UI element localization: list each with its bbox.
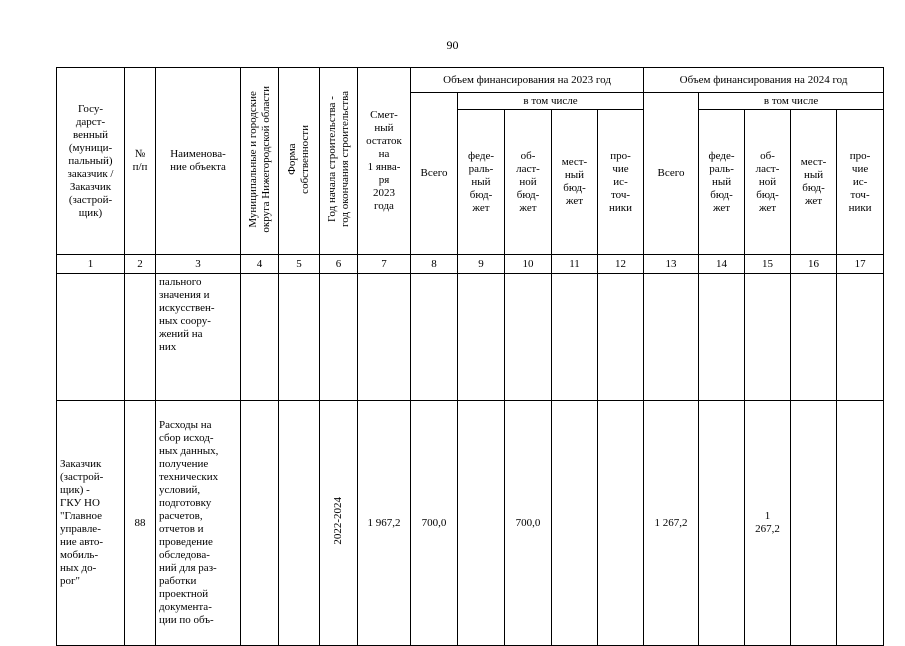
column-number-row (57, 255, 884, 274)
column-number: 13 (644, 255, 699, 274)
cell-customer (57, 274, 125, 401)
column-number: 6 (320, 255, 358, 274)
cell-num (125, 274, 156, 401)
cell-local-2024 (791, 274, 837, 401)
header-federal-2024: феде- раль- ный бюд- жет (699, 110, 745, 255)
cell-local-2023 (552, 401, 598, 646)
cell-other-2024 (837, 401, 884, 646)
cell-total-2023 (411, 274, 458, 401)
cell-regional-2023: 700,0 (505, 401, 552, 646)
header-local-2024: мест- ный бюд- жет (791, 110, 837, 255)
header-fin-2024: Объем финансирования на 2024 год (644, 68, 884, 93)
cell-local-2023 (552, 274, 598, 401)
header-years: Год начала строительства - год окончания строительства (320, 68, 358, 255)
cell-federal-2023 (458, 401, 505, 646)
header-num: № п/п (125, 68, 156, 255)
cell-total-2024: 1 267,2 (644, 401, 699, 646)
cell-other-2024 (837, 274, 884, 401)
cell-object-name: Расходы на сбор исход- ных данных, получение технических условий, подготовку расчетов, отчетов и проведение обследова- ний для раз- работки проектной документа- ции по объ- (156, 401, 241, 646)
cell-other-2023 (598, 274, 644, 401)
column-number: 4 (241, 255, 279, 274)
cell-ownership (279, 401, 320, 646)
header-including-2024: в том числе (699, 93, 884, 110)
column-number: 2 (125, 255, 156, 274)
column-number: 17 (837, 255, 884, 274)
header-fin-2023: Объем финансирования на 2023 год (411, 68, 644, 93)
cell-total-2024 (644, 274, 699, 401)
column-number: 9 (458, 255, 505, 274)
cell-federal-2023 (458, 274, 505, 401)
cell-total-2023: 700,0 (411, 401, 458, 646)
cell-customer: Заказчик (застрой- щик) - ГКУ НО "Главное управле- ние авто- мобиль- ных до- рог" (57, 401, 125, 646)
cell-federal-2024 (699, 274, 745, 401)
cell-regional-2024 (745, 274, 791, 401)
header-other-2023: про- чие ис- точ- ники (598, 110, 644, 255)
header-local-2023: мест- ный бюд- жет (552, 110, 598, 255)
column-number: 5 (279, 255, 320, 274)
cell-estimate: 1 967,2 (358, 401, 411, 646)
header-including-2023: в том числе (458, 93, 644, 110)
header-federal-2023: феде- раль- ный бюд- жет (458, 110, 505, 255)
column-number: 16 (791, 255, 837, 274)
page-number: 90 (446, 38, 459, 52)
cell-municipal (241, 274, 279, 401)
column-number: 15 (745, 255, 791, 274)
table-row (57, 401, 884, 646)
header-regional-2023: об- ласт- ной бюд- жет (505, 110, 552, 255)
header-other-2024: про- чие ис- точ- ники (837, 110, 884, 255)
cell-years (320, 274, 358, 401)
cell-other-2023 (598, 401, 644, 646)
header-customer: Госу- дарст- венный (муници- пальный) заказчик / Заказчик (застрой- щик) (57, 68, 125, 255)
table-row (57, 274, 884, 401)
column-number: 12 (598, 255, 644, 274)
column-number: 1 (57, 255, 125, 274)
cell-years: 2022-2024 (320, 401, 358, 646)
cell-local-2024 (791, 401, 837, 646)
cell-municipal (241, 401, 279, 646)
cell-object-name: пального значения и искусствен- ных соору- жений на них (156, 274, 241, 401)
column-number: 14 (699, 255, 745, 274)
header-total-2023: Всего (411, 93, 458, 255)
cell-regional-2023 (505, 274, 552, 401)
header-regional-2024: об- ласт- ной бюд- жет (745, 110, 791, 255)
column-number: 3 (156, 255, 241, 274)
header-ownership: Форма собственности (279, 68, 320, 255)
cell-ownership (279, 274, 320, 401)
cell-federal-2024 (699, 401, 745, 646)
financing-table (56, 67, 884, 646)
cell-estimate (358, 274, 411, 401)
header-row-1 (57, 68, 884, 93)
header-name: Наименова- ние объекта (156, 68, 241, 255)
column-number: 8 (411, 255, 458, 274)
column-number: 7 (358, 255, 411, 274)
header-estimate: Смет- ный остаток на 1 янва- ря 2023 года (358, 68, 411, 255)
column-number: 11 (552, 255, 598, 274)
header-municipal: Муниципальные и городские округа Нижегородской области (241, 68, 279, 255)
cell-regional-2024: 1 267,2 (745, 401, 791, 646)
cell-num: 88 (125, 401, 156, 646)
column-number: 10 (505, 255, 552, 274)
header-total-2024: Всего (644, 93, 699, 255)
